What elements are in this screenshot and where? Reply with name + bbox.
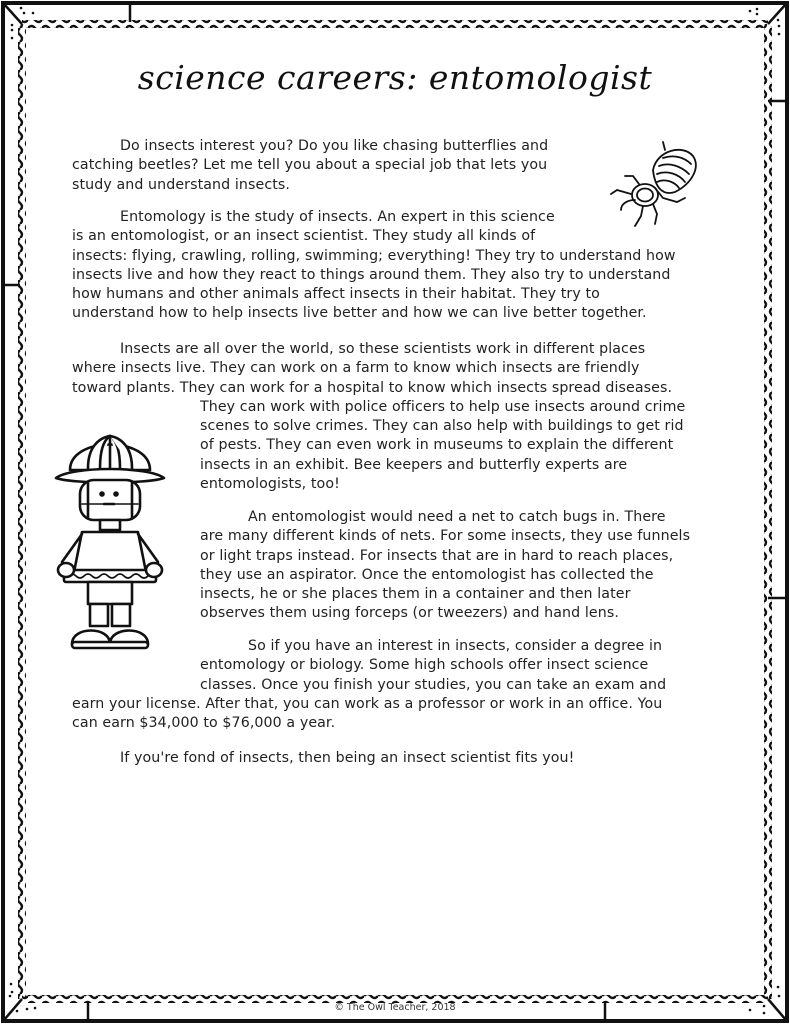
child-entomologist-illustration — [52, 422, 167, 654]
paragraph-intro: Do insects interest you? Do you like chasing butterflies and catching beetles? Let me tell you about a special job that lets you study and understand insects. — [72, 138, 549, 193]
paragraph-workplaces: Insects are all over the world, so these scientists work in different places where insects live. They can work on a farm to know which insects are friendly toward plants. They can work for a hospital to know which insects spread diseases. They can work with police officers to help use insects around crime scenes to solve crimes. They can also help with buildings to get rid of pests. They can even work in museums to explain the different insects in an exhibit. Bee keepers and butterfly experts are entomologists, too! — [72, 341, 686, 493]
paragraph-education: So if you have an interest in insects, consider a degree in entomology or biology. Some high schools offer insect science classes. Once you finish your studies, you can take an exam and earn your license. After that, you can work as a professor or work in an office. You can earn $34,000 to $76,000 a year. — [72, 638, 667, 732]
paragraph-definition: Entomology is the study of insects. An expert in this science is an entomologist, or an insect scientist. They study all kinds of insects: flying, crawling, rolling, swimming; everything! They try to understand how insects live and how they react to things around them. They also try to understand how humans and other animals affect insects in their habitat. They try to understand how to help insects live better and how we can live better together. — [72, 209, 676, 322]
paragraph-tools: An entomologist would need a net to catch bugs in. There are many different kinds of nets. For some insects, they use funnels or light traps instead. For insects that are in hard to reach places, they use an aspirator. Once the entomologist has collected the insects, he or she places them in a container and then later observes them using forceps (or tweezers) and hand lens. — [200, 509, 691, 622]
copyright-footer: © The Owl Teacher, 2018 — [334, 1002, 456, 1013]
page-title: science careers: entomologist — [137, 58, 653, 97]
paragraph-closing: If you're fond of insects, then being an insect scientist fits you! — [120, 750, 575, 766]
